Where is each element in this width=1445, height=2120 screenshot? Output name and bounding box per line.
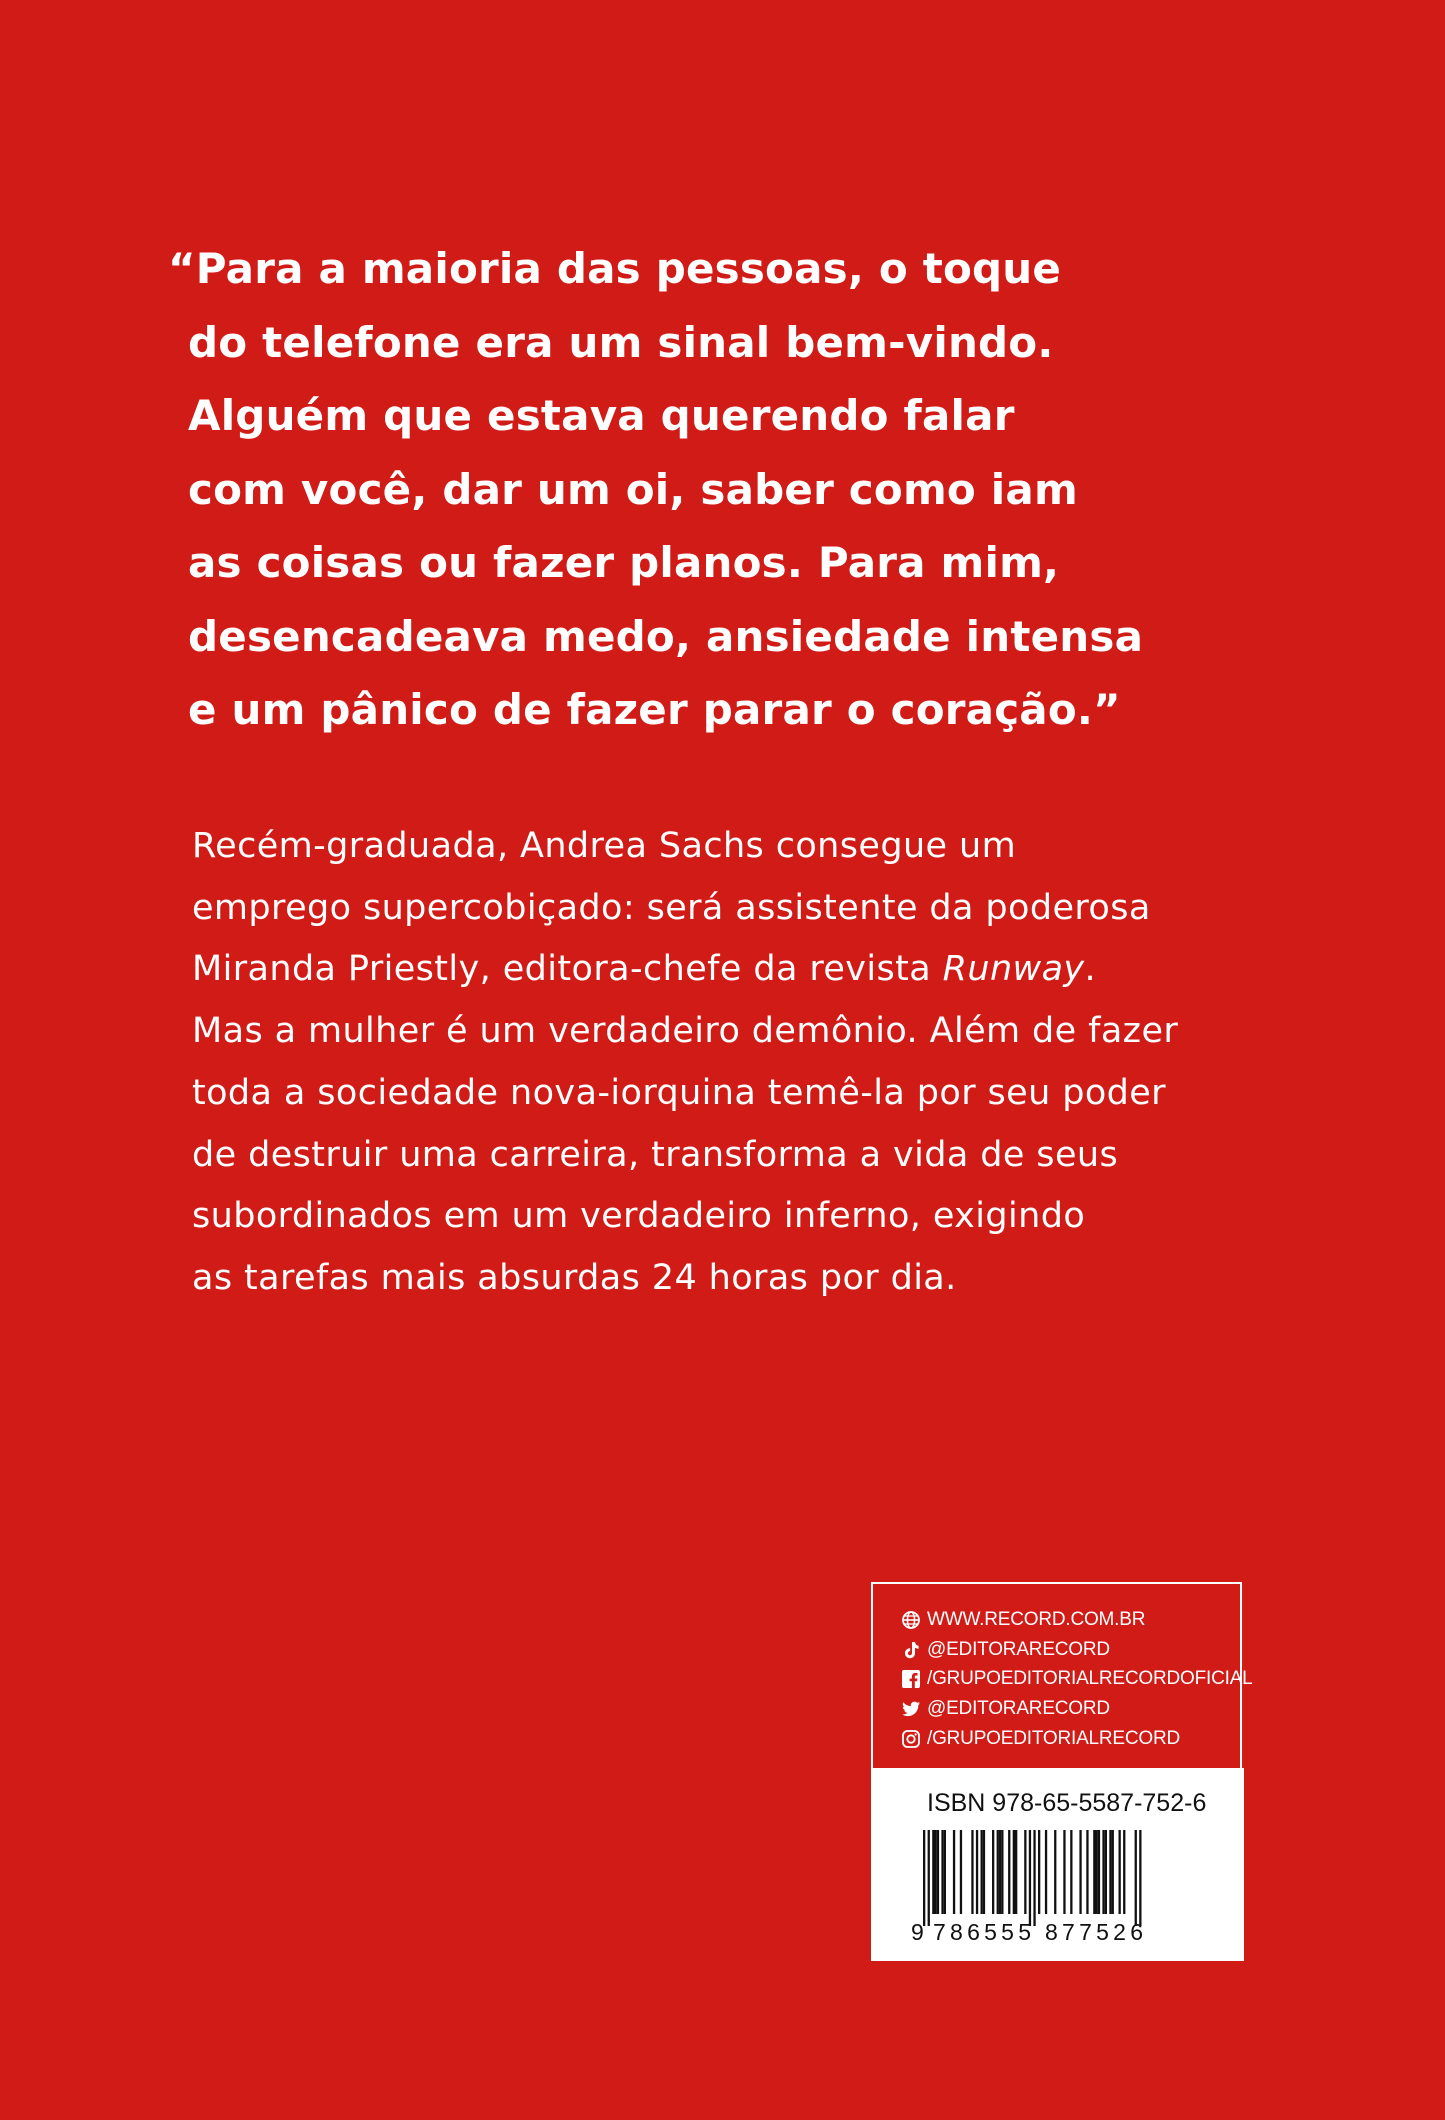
synopsis-line <box>192 939 1292 1001</box>
barcode-bar <box>1098 1830 1100 1914</box>
barcode-bar <box>1109 1830 1111 1914</box>
barcode-bars <box>923 1830 1142 1926</box>
barcode-bar <box>1123 1830 1125 1914</box>
barcode-guard-bar <box>923 1830 925 1926</box>
barcode-bar <box>953 1830 955 1914</box>
tiktok-link[interactable] <box>901 1635 1240 1665</box>
quote-line: Alguém que estava querendo falar <box>188 391 1015 440</box>
website-link[interactable] <box>901 1605 1240 1635</box>
tiktok-icon <box>901 1640 921 1660</box>
barcode-bar <box>1112 1830 1114 1914</box>
globe-icon <box>901 1610 921 1630</box>
quote-line: e um pânico de fazer parar o coração.” <box>188 685 1121 734</box>
barcode-bar <box>1008 1830 1010 1914</box>
barcode-bar <box>1119 1830 1121 1914</box>
instagram-link[interactable] <box>901 1724 1240 1754</box>
barcode-bar <box>1093 1830 1095 1914</box>
barcode-guard-bar <box>1033 1830 1035 1926</box>
quote-line: com você, dar um oi, saber como iam <box>188 464 1078 514</box>
barcode-bar <box>1015 1830 1017 1914</box>
barcode-bar <box>1045 1830 1047 1914</box>
barcode-bar <box>981 1830 983 1914</box>
instagram-icon <box>901 1729 921 1749</box>
barcode-bar <box>1096 1830 1098 1914</box>
facebook-icon <box>901 1669 921 1689</box>
barcode-bar <box>944 1830 946 1914</box>
synopsis-line: Recém-graduada, Andrea Sachs consegue um <box>192 826 1017 866</box>
barcode-bar <box>1038 1830 1040 1914</box>
barcode-guard-bar <box>1135 1830 1137 1926</box>
barcode-bar <box>1105 1830 1107 1914</box>
barcode-bar <box>1079 1830 1081 1914</box>
barcode-bar <box>1054 1830 1056 1914</box>
barcode-bar <box>983 1830 985 1914</box>
magazine-title: Runway <box>942 949 1085 990</box>
publisher-contacts <box>871 1582 1253 1768</box>
barcode-bar <box>932 1830 934 1914</box>
tiktok-text: @EDITORARECORD <box>927 1638 1110 1660</box>
barcode-panel <box>871 1768 1244 1961</box>
quote-line: “Para a maioria das pessoas, o toque <box>168 244 1062 293</box>
isbn-barcode <box>871 1828 1244 1948</box>
synopsis-text: Miranda Priestly, editora-chefe da revista <box>192 949 943 990</box>
barcode-bar <box>1063 1830 1065 1914</box>
barcode-bar <box>960 1830 962 1914</box>
barcode-bar <box>992 1830 994 1914</box>
barcode-bar <box>941 1830 943 1914</box>
isbn-label: ISBN 978-65-5587-752-6 <box>927 1789 1207 1817</box>
synopsis-line: Mas a mulher é um verdadeiro demônio. Além de fazer <box>192 1011 1179 1052</box>
barcode-bar <box>971 1830 973 1914</box>
barcode-bar <box>1102 1830 1104 1914</box>
synopsis <box>192 816 1292 1310</box>
quote-line: do telefone era um sinal bem-vindo. <box>188 317 1054 367</box>
barcode-bar <box>1086 1830 1088 1914</box>
barcode-bar <box>937 1830 939 1914</box>
barcode-digits-left: 786555 <box>933 1919 1031 1945</box>
synopsis-line: emprego supercobiçado: será assistente da poderosa <box>192 887 1151 928</box>
barcode-bar <box>1024 1830 1026 1914</box>
quote-line: as coisas ou fazer planos. Para mim, <box>188 538 1060 587</box>
synopsis-text: . <box>1084 949 1097 990</box>
barcode-guard-bar <box>1139 1830 1141 1926</box>
twitter-link[interactable] <box>901 1694 1240 1724</box>
barcode-bar <box>1013 1830 1015 1914</box>
barcode-bar <box>935 1830 937 1914</box>
twitter-icon <box>901 1699 921 1719</box>
barcode-guard-bar <box>1029 1830 1031 1926</box>
synopsis-line: subordinados em um verdadeiro inferno, exigindo <box>192 1196 1086 1237</box>
barcode-bar <box>999 1830 1001 1914</box>
barcode-guard-bar <box>928 1830 930 1926</box>
synopsis-line: as tarefas mais absurdas 24 horas por dia. <box>192 1257 957 1298</box>
barcode-digit-first: 9 <box>911 1919 924 1945</box>
synopsis-line: toda a sociedade nova-iorquina temê-la por seu poder <box>192 1072 1166 1113</box>
pull-quote <box>168 232 1288 747</box>
synopsis-line: de destruir uma carreira, transforma a vida de seus <box>192 1134 1119 1175</box>
barcode-bar <box>1001 1830 1003 1914</box>
facebook-text: /GRUPOEDITORIALRECORDOFICIAL <box>927 1668 1253 1690</box>
barcode-digits-right: 877526 <box>1045 1919 1143 1945</box>
website-text: WWW.RECORD.COM.BR <box>927 1608 1146 1630</box>
instagram-text: /GRUPOEDITORIALRECORD <box>927 1728 1181 1750</box>
barcode-bar <box>1070 1830 1072 1914</box>
quote-line: desencadeava medo, ansiedade intensa <box>188 611 1144 661</box>
facebook-link[interactable] <box>901 1665 1253 1695</box>
barcode-bar <box>997 1830 999 1914</box>
twitter-text: @EDITORARECORD <box>927 1698 1110 1720</box>
barcode-bar <box>976 1830 978 1914</box>
